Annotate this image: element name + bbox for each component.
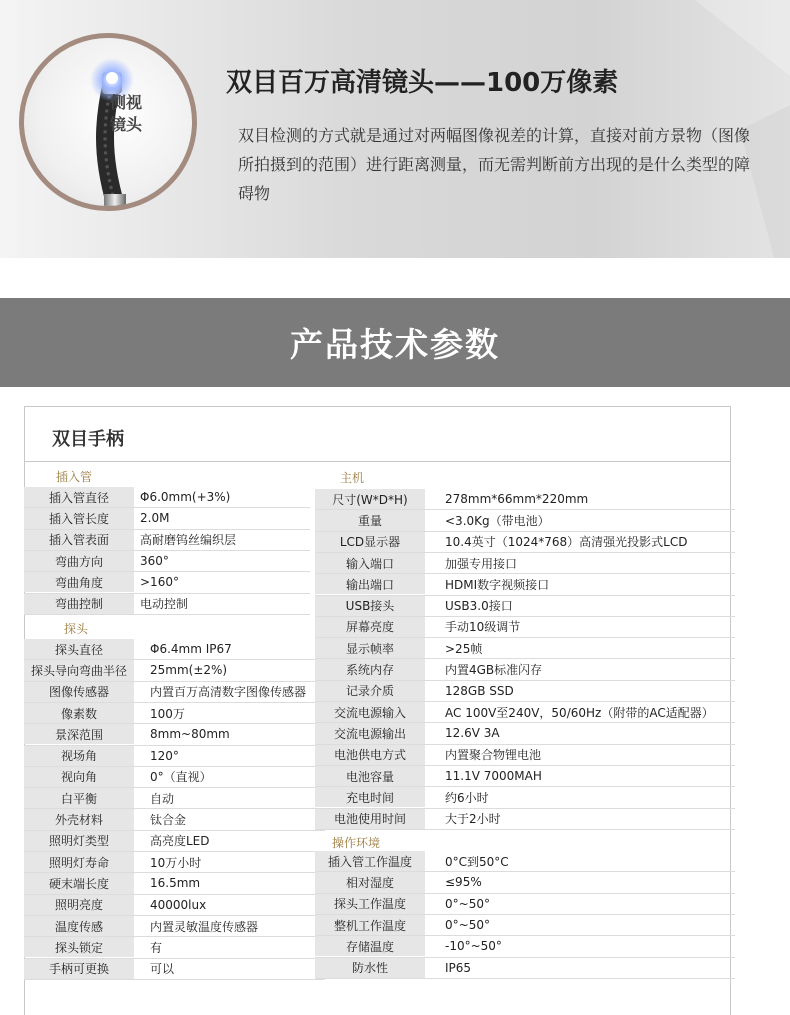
probe-spec-row [24, 873, 325, 893]
probe-spec-value: 120° [150, 748, 179, 763]
probe-spec-label: 景深范围 [24, 724, 134, 744]
host-spec-row [315, 574, 735, 594]
probe-spec-value: 高亮度LED [150, 834, 210, 849]
probe-spec-row [24, 831, 325, 851]
probe-spec-row [24, 682, 325, 702]
env-spec-value: 0°~50° [445, 918, 490, 933]
probe-spec-label: 探头锁定 [24, 937, 134, 957]
probe-spec-row [24, 809, 325, 829]
probe-spec-row [24, 724, 325, 744]
env-spec-label: 防水性 [315, 958, 425, 978]
host-spec-row [315, 659, 735, 679]
env-spec-row [315, 936, 735, 956]
circle-caption-line2: 镜头 [110, 115, 143, 134]
probe-spec-value: 自动 [150, 791, 175, 806]
host-spec-label: 尺寸(W*D*H) [315, 489, 425, 509]
probe-spec-value: 内置灵敏温度传感器 [150, 919, 259, 934]
probe-spec-label: 外壳材料 [24, 809, 134, 829]
env-spec-label: 相对湿度 [315, 872, 425, 892]
probe-spec-row [24, 852, 325, 872]
insert-tube-spec-value: 360° [140, 554, 169, 569]
panel-divider [24, 461, 731, 462]
probe-spec-row [24, 788, 325, 808]
host-spec-row [315, 638, 735, 658]
host-spec-row [315, 766, 735, 786]
host-spec-label: 屏幕亮度 [315, 617, 425, 637]
insert-tube-spec-row [24, 551, 310, 571]
host-spec-label: 显示帧率 [315, 638, 425, 658]
host-spec-row [315, 681, 735, 701]
probe-spec-label: 图像传感器 [24, 682, 134, 702]
host-spec-label: 交流电源输出 [315, 723, 425, 743]
probe-spec-label: 探头直径 [24, 639, 134, 659]
insert-tube-spec-label: 弯曲控制 [24, 594, 134, 614]
host-spec-value: 128GB SSD [445, 683, 514, 698]
section-header-bar [0, 298, 790, 387]
probe-spec-row [24, 639, 325, 659]
host-spec-row [315, 723, 735, 743]
insert-tube-spec-value: Φ6.0mm(+3%) [140, 490, 231, 505]
insert-tube-spec-row [24, 508, 310, 528]
banner-description: 双目检测的方式就是通过对两幅图像视差的计算，直接对前方景物（图像所拍摄到的范围）进行距离测量，而无需判断前方出现的是什么类型的障碍物 [238, 126, 751, 203]
hero-banner [0, 0, 790, 258]
row-divider [315, 829, 735, 830]
row-divider [315, 978, 735, 979]
probe-spec-value: 8mm~80mm [150, 727, 230, 742]
host-spec-label: 系统内存 [315, 659, 425, 679]
host-spec-label: LCD显示器 [315, 532, 425, 552]
host-spec-value: USB3.0接口 [445, 599, 513, 614]
panel-title: 双目手柄 [52, 429, 124, 450]
env-spec-row [315, 851, 735, 871]
host-spec-label: 电池使用时间 [315, 809, 425, 829]
host-spec-label: 电池供电方式 [315, 745, 425, 765]
host-spec-value: 约6小时 [445, 790, 489, 805]
probe-spec-value: 25mm(±2%) [150, 663, 228, 678]
host-spec-row [315, 617, 735, 637]
insert-tube-spec-row [24, 594, 310, 614]
host-spec-value: 11.1V 7000MAH [445, 769, 542, 784]
insert-tube-spec-value: 电动控制 [140, 597, 189, 612]
probe-spec-value: 有 [150, 940, 163, 955]
probe-spec-row [24, 916, 325, 936]
host-spec-row [315, 702, 735, 722]
env-spec-row [315, 872, 735, 892]
section-probe: 探头 [64, 622, 89, 636]
probe-spec-row [24, 660, 325, 680]
probe-spec-row [24, 703, 325, 723]
host-spec-row [315, 787, 735, 807]
host-spec-value: 内置4GB标准闪存 [445, 663, 543, 678]
probe-spec-value: 钛合金 [150, 813, 187, 828]
env-spec-row [315, 958, 735, 978]
probe-spec-value: 内置百万高清数字图像传感器 [150, 685, 307, 700]
probe-spec-label: 视向角 [24, 767, 134, 787]
insert-tube-spec-label: 弯曲角度 [24, 572, 134, 592]
host-spec-value: 加强专用接口 [445, 556, 518, 571]
probe-spec-label: 探头导向弯曲半径 [24, 660, 134, 680]
probe-spec-label: 照明灯类型 [24, 831, 134, 851]
host-spec-label: 交流电源输入 [315, 702, 425, 722]
circle-caption [110, 92, 150, 136]
probe-spec-label: 照明灯寿命 [24, 852, 134, 872]
side-view-lens-image [19, 33, 197, 211]
host-spec-row [315, 745, 735, 765]
host-spec-label: 电池容量 [315, 766, 425, 786]
host-spec-row [315, 489, 735, 509]
host-spec-value: 手动10级调节 [445, 620, 521, 635]
host-spec-label: USB接头 [315, 596, 425, 616]
section-insert-tube: 插入管 [56, 470, 93, 484]
host-spec-value: 大于2小时 [445, 812, 501, 827]
env-spec-value: 0°~50° [445, 896, 490, 911]
env-spec-label: 整机工作温度 [315, 915, 425, 935]
env-spec-value: 0°C到50°C [445, 854, 509, 869]
insert-tube-spec-label: 弯曲方向 [24, 551, 134, 571]
insert-tube-spec-label: 插入管表面 [24, 530, 134, 550]
probe-spec-label: 硬末端长度 [24, 873, 134, 893]
insert-tube-spec-value: 高耐磨钨丝编织层 [140, 533, 237, 548]
probe-spec-label: 照明亮度 [24, 895, 134, 915]
host-spec-value: 278mm*66mm*220mm [445, 492, 589, 507]
endoscope-probe-icon [24, 38, 192, 206]
probe-spec-value: 10万小时 [150, 855, 202, 870]
probe-spec-value: 可以 [150, 962, 175, 977]
host-spec-row [315, 532, 735, 552]
probe-spec-value: 0°（直视） [150, 770, 212, 785]
probe-spec-row [24, 895, 325, 915]
host-spec-row [315, 809, 735, 829]
probe-spec-value: 40000lux [150, 897, 207, 912]
env-spec-value: ≤95% [445, 875, 482, 890]
env-spec-value: IP65 [445, 960, 472, 975]
host-spec-label: 输入端口 [315, 553, 425, 573]
row-divider [24, 979, 325, 980]
host-spec-value: >25帧 [445, 641, 483, 656]
env-spec-row [315, 894, 735, 914]
insert-tube-spec-row [24, 487, 310, 507]
probe-spec-row [24, 746, 325, 766]
host-spec-row [315, 596, 735, 616]
host-spec-value: 12.6V 3A [445, 726, 500, 741]
host-spec-value: HDMI数字视频接口 [445, 577, 550, 592]
probe-spec-label: 视场角 [24, 746, 134, 766]
probe-spec-value: 100万 [150, 706, 185, 721]
insert-tube-spec-row [24, 572, 310, 592]
host-spec-value: <3.0Kg（带电池） [445, 513, 550, 528]
probe-spec-row [24, 937, 325, 957]
probe-spec-label: 像素数 [24, 703, 134, 723]
probe-spec-row [24, 767, 325, 787]
row-divider [24, 614, 310, 615]
probe-spec-row [24, 959, 325, 979]
host-spec-label: 充电时间 [315, 787, 425, 807]
probe-spec-label: 温度传感 [24, 916, 134, 936]
host-spec-row [315, 553, 735, 573]
section-environment: 操作环境 [332, 836, 381, 850]
env-spec-label: 插入管工作温度 [315, 851, 425, 871]
probe-spec-label: 手柄可更换 [24, 959, 134, 979]
host-spec-label: 重量 [315, 510, 425, 530]
probe-spec-value: Φ6.4mm IP67 [150, 642, 232, 657]
host-spec-value: 内置聚合物锂电池 [445, 748, 542, 763]
env-spec-row [315, 915, 735, 935]
env-spec-label: 存储温度 [315, 936, 425, 956]
insert-tube-spec-label: 插入管长度 [24, 508, 134, 528]
host-spec-label: 记录介质 [315, 681, 425, 701]
host-spec-row [315, 510, 735, 530]
host-spec-label: 输出端口 [315, 574, 425, 594]
circle-caption-line1: 侧视 [110, 93, 143, 112]
section-header-title: 产品技术参数 [290, 325, 500, 364]
insert-tube-spec-row [24, 530, 310, 550]
insert-tube-spec-value: 2.0M [140, 511, 170, 526]
probe-spec-label: 白平衡 [24, 788, 134, 808]
probe-spec-value: 16.5mm [150, 876, 201, 891]
insert-tube-spec-value: >160° [140, 575, 179, 590]
banner-headline: 双目百万高清镜头——100万像素 [226, 68, 619, 98]
section-host: 主机 [340, 471, 365, 485]
env-spec-label: 探头工作温度 [315, 894, 425, 914]
env-spec-value: -10°~50° [445, 939, 502, 954]
insert-tube-spec-label: 插入管直径 [24, 487, 134, 507]
host-spec-value: 10.4英寸（1024*768）高清强光投影式LCD [445, 535, 688, 550]
host-spec-value: AC 100V至240V，50/60Hz（附带的AC适配器） [445, 705, 714, 720]
